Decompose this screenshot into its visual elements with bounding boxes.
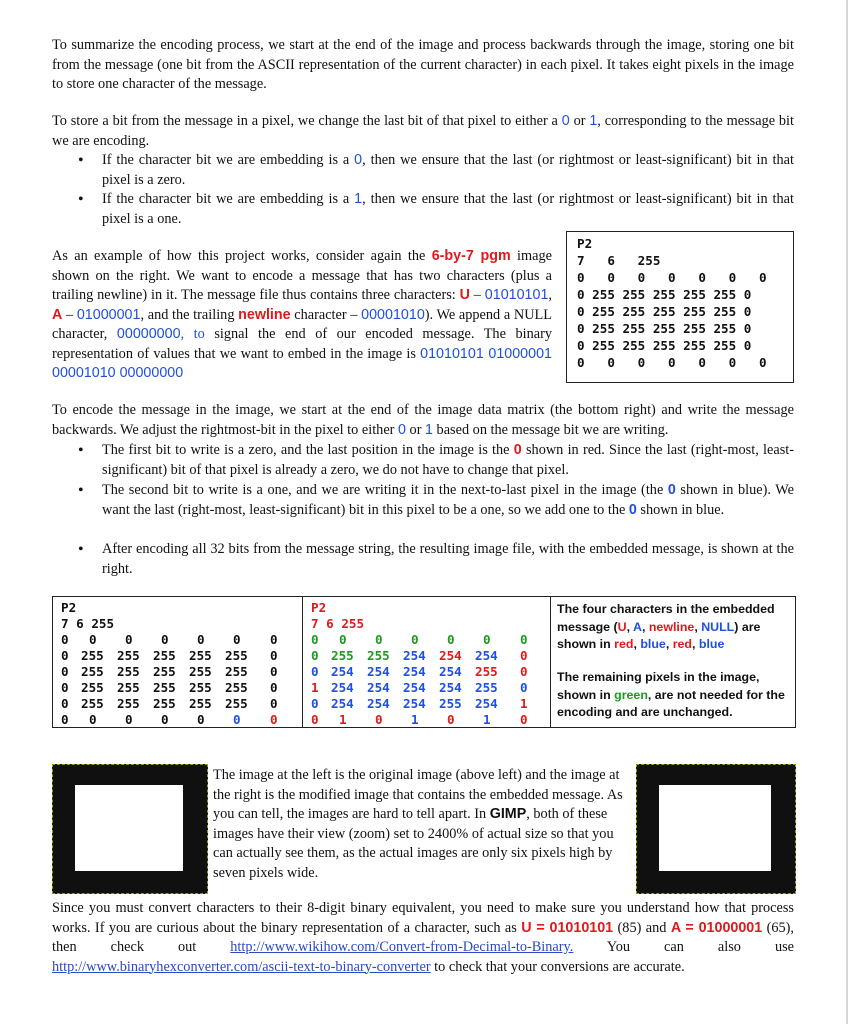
pgm-value: 255 — [117, 664, 140, 679]
pgm-value: 255 — [225, 696, 248, 711]
pgm-value: 0 — [270, 632, 278, 647]
bullet-dot: • — [78, 482, 84, 499]
pgm-value: 0 — [520, 712, 528, 727]
pgm-value: 0 — [61, 648, 69, 663]
pgm-value: 254 — [367, 680, 390, 695]
gimp-description: The image at the left is the original image (above left) and the image at the right is the modified image that contains the embedded message. As you can tell, the images are hard to tell apart. In GIMP, both of these images have their view (zoom) set to 2400% of actual size so that you can actually see them, as the actual images are only six pixels high by seven pixels wide. — [213, 767, 623, 881]
pgm-value: 0 — [520, 648, 528, 663]
pgm-value: 0 — [61, 632, 69, 647]
modified-image-preview — [636, 764, 796, 894]
pgm-value: 0 — [311, 632, 319, 647]
pgm-value: 0 — [311, 712, 319, 727]
pgm-value: 0 — [311, 696, 319, 711]
pgm-value: 255 — [81, 680, 104, 695]
pgm-value: 255 — [117, 696, 140, 711]
pgm-value: 0 — [447, 632, 455, 647]
final-paragraph: Since you must convert characters to their 8-digit binary equivalent, you need to make sure you understand how that process works. If you are curious about the binary representation of a character, such as U = 01010101 (85) and A = 01000001 (65), then check out http://www.wikihow.com/Convert-from-Decimal-to-Binary. You can also use http://www.binaryhexconverter.com/ascii-text-to-binary-converter to check that your conversions are accurate. — [52, 900, 795, 975]
pgm-value: 0 — [411, 632, 419, 647]
pgm-value: 0 — [89, 632, 97, 647]
bullet-bit-zero: If the character bit we are embedding is a 0, then we ensure that the last (or rightmost or least-significant) bit in that pixel is a zero. — [102, 152, 794, 188]
pgm-value: 255 — [117, 648, 140, 663]
pgm-value: 255 — [81, 648, 104, 663]
summary-paragraph: To summarize the encoding process, we start at the end of the image and process backwards through the image, storing one bit from the message (one bit from the ASCII representation of the current character) in each pixel. It takes eight pixels in the image to store one character of the message. — [52, 37, 794, 92]
pgm-comparison-table — [52, 596, 796, 728]
pgm-value: 0 — [61, 680, 69, 695]
pgm-value: 0 — [311, 648, 319, 663]
bullet-first-bit: The first bit to write is a zero, and the last position in the image is the 0 shown in red. Since the last (right-most, least-significant) bit of that pixel is already a zero, we do not have to change that pixel. — [102, 442, 794, 478]
pgm-value: 0 — [233, 712, 241, 727]
pgm-value: 254 — [367, 696, 390, 711]
pgm-value: 255 — [189, 696, 212, 711]
pgm-header: P2 — [61, 600, 77, 615]
pgm-value: 1 — [520, 696, 528, 711]
store-bit-paragraph: To store a bit from the message in a pixel, we change the last bit of that pixel to either a 0 or 1, corresponding to the message bit we are encoding. — [52, 113, 794, 149]
binaryhexconverter-link[interactable]: http://www.binaryhexconverter.com/ascii-text-to-binary-converter — [52, 958, 431, 975]
pgm-value: 254 — [403, 664, 426, 679]
pgm-value: 0 — [161, 632, 169, 647]
encode-paragraph: To encode the message in the image, we start at the end of the image data matrix (the bottom right) and write the message backwards. We adjust the rightmost-bit in the pixel to either 0 or 1 based on the message bit we are writing. — [52, 402, 794, 438]
pgm-row: 0 255 255 255 255 255 0 — [577, 338, 752, 353]
pgm-value: 0 — [161, 712, 169, 727]
pgm-value: 254 — [367, 664, 390, 679]
pgm-dims: 7 6 255 — [311, 616, 365, 631]
pgm-dims: 7 6 255 — [61, 616, 115, 631]
pgm-value: 0 — [61, 664, 69, 679]
example-paragraph: As an example of how this project works, consider again the 6-by-7 pgm image shown on the right. We want to encode a message that has two characters (plus a trailing newline) in it. The message file thus contains three characters: U – 01010101, A – 01000001, and the trailing newline character – 00001010). We append a NULL character, 00000000, to signal the end of our encoded message. The binary representation of values that we want to embed in the image is 01010101 01000001 00001010 00000000 — [52, 248, 553, 381]
pgm-value: 255 — [225, 664, 248, 679]
pgm-value: 0 — [197, 632, 205, 647]
bullet-second-bit: The second bit to write is a one, and we are writing it in the next-to-last pixel in the image (the 0 shown in blue). We want the last (right-most, least-significant) bit in this pixel to be a one, so we add one to the 0 shown in blue. — [102, 482, 794, 518]
pgm-value: 0 — [339, 632, 347, 647]
pgm-value: 255 — [117, 680, 140, 695]
pgm-value: 255 — [439, 696, 462, 711]
pgm-value: 0 — [270, 648, 278, 663]
pgm-value: 254 — [403, 680, 426, 695]
pgm-value: 0 — [447, 712, 455, 727]
pgm-row: 0 0 0 0 0 0 0 — [577, 270, 767, 285]
pgm-value: 255 — [225, 680, 248, 695]
pgm-value: 254 — [439, 664, 462, 679]
pgm-value: 0 — [520, 632, 528, 647]
pgm-value: 255 — [81, 664, 104, 679]
pgm-right-cell — [303, 597, 550, 727]
pgm-value: 254 — [331, 680, 354, 695]
pgm-value: 254 — [403, 696, 426, 711]
pgm-value: 0 — [89, 712, 97, 727]
pgm-value: 255 — [189, 648, 212, 663]
pgm-value: 0 — [61, 696, 69, 711]
pgm-value: 0 — [270, 664, 278, 679]
original-image-preview — [52, 764, 208, 894]
pgm-value: 0 — [520, 680, 528, 695]
pgm-value: 254 — [439, 648, 462, 663]
bullet-bit-one: If the character bit we are embedding is a 1, then we ensure that the last (or rightmost or least-significant) bit in that pixel is a one. — [102, 191, 794, 227]
pgm-value: 255 — [189, 664, 212, 679]
pgm-value: 0 — [375, 712, 383, 727]
pgm-value: 0 — [520, 664, 528, 679]
pgm-header: P2 — [577, 236, 593, 251]
pgm-value: 0 — [233, 632, 241, 647]
pgm-value: 0 — [375, 632, 383, 647]
pgm-value: 254 — [475, 648, 498, 663]
pgm-value: 255 — [189, 680, 212, 695]
pgm-value: 0 — [270, 680, 278, 695]
pgm-value: 1 — [411, 712, 419, 727]
pgm-value: 0 — [125, 632, 133, 647]
pgm-value: 0 — [270, 696, 278, 711]
pgm-dims: 7 6 255 — [577, 253, 661, 268]
pgm-value: 0 — [125, 712, 133, 727]
pgm-value: 254 — [403, 648, 426, 663]
bullet-after-encoding: After encoding all 32 bits from the message string, the resulting image file, with the embedded message, is shown at the right. — [102, 541, 794, 577]
pgm-row: 0 255 255 255 255 255 0 — [577, 287, 752, 302]
pgm-value: 254 — [331, 696, 354, 711]
pgm-value: 255 — [153, 696, 176, 711]
pgm-value: 255 — [331, 648, 354, 663]
pgm-left-cell — [53, 597, 302, 727]
pgm-original-box — [566, 231, 794, 383]
pgm-value: 254 — [475, 696, 498, 711]
unchanged-note: The remaining pixels in the image, shown in green, are not needed for the encoding and are unchanged. — [557, 670, 785, 719]
embedded-note: The four characters in the embedded message (U, A, newline, NULL) are shown in red, blue, red, blue — [557, 602, 775, 651]
bullet-dot: • — [78, 541, 84, 558]
wikihow-link[interactable]: http://www.wikihow.com/Convert-from-Decimal-to-Binary. — [230, 939, 574, 955]
pgm-row: 0 255 255 255 255 255 0 — [577, 304, 752, 319]
pgm-value: 254 — [439, 680, 462, 695]
bullet-dot: • — [78, 152, 84, 169]
pgm-value: 255 — [153, 664, 176, 679]
pgm-value: 255 — [153, 648, 176, 663]
pgm-value: 255 — [475, 664, 498, 679]
pgm-value: 1 — [311, 680, 319, 695]
pgm-header: P2 — [311, 600, 327, 615]
pgm-value: 255 — [367, 648, 390, 663]
pgm-value: 1 — [483, 712, 491, 727]
pgm-value: 255 — [81, 696, 104, 711]
pgm-value: 0 — [61, 712, 69, 727]
pgm-value: 0 — [483, 632, 491, 647]
pgm-value: 255 — [225, 648, 248, 663]
pgm-row: 0 0 0 0 0 0 0 — [577, 355, 767, 370]
pgm-value: 255 — [153, 680, 176, 695]
pgm-value: 1 — [339, 712, 347, 727]
bullet-dot: • — [78, 191, 84, 208]
pgm-value: 0 — [197, 712, 205, 727]
bullet-dot: • — [78, 442, 84, 459]
pgm-value: 254 — [331, 664, 354, 679]
pgm-value: 0 — [270, 712, 278, 727]
image-white-area — [75, 785, 183, 871]
pgm-value: 0 — [311, 664, 319, 679]
pgm-value: 255 — [475, 680, 498, 695]
image-white-area — [659, 785, 771, 871]
table-divider — [550, 597, 551, 727]
pgm-row: 0 255 255 255 255 255 0 — [577, 321, 752, 336]
